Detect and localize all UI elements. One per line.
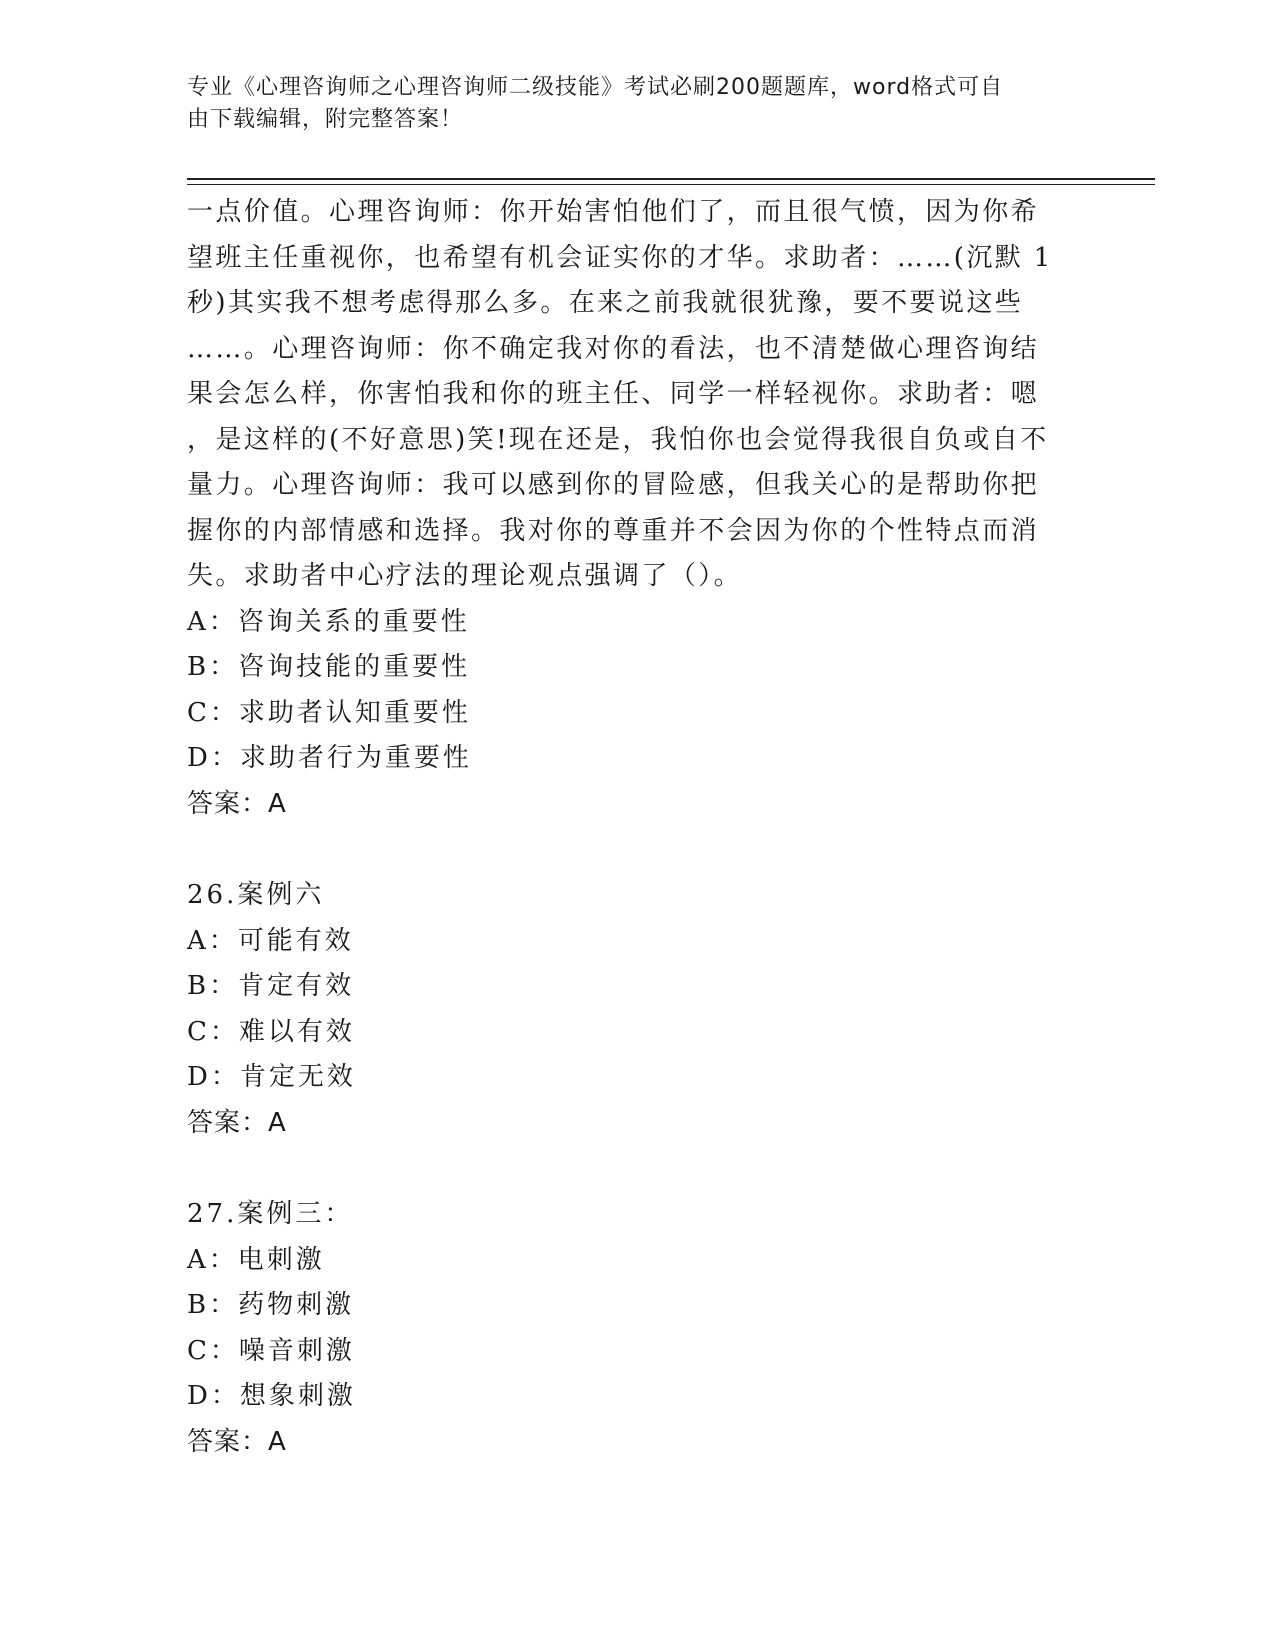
- answer-line: 答案：A: [187, 1107, 287, 1138]
- option-d: D：肯定无效: [187, 1062, 356, 1092]
- question-gap: [187, 1146, 1087, 1192]
- question-gap: [187, 827, 1087, 873]
- question-text-line: 秒)其实我不想考虑得那么多。在来之前我就很犹豫，要不要说这些: [187, 288, 1024, 318]
- answer-line: 答案：A: [187, 788, 287, 819]
- header-divider-thin: [187, 184, 1155, 185]
- option-d: D：想象刺激: [187, 1381, 356, 1411]
- option-c: C：难以有效: [187, 1016, 355, 1047]
- question-text-line: ……。心理咨询师：你不确定我对你的看法，也不清楚做心理咨询结: [187, 333, 1040, 364]
- question-text-line: 量力。心理咨询师：我可以感到你的冒险感，但我关心的是帮助你把: [187, 470, 1040, 500]
- question-26-block: [187, 873, 1087, 1146]
- question-title: 26.案例六: [187, 880, 325, 910]
- option-c: C：求助者认知重要性: [187, 697, 471, 728]
- question-text-line: 失。求助者中心疗法的理论观点强调了（）。: [187, 561, 743, 591]
- option-b: B：咨询技能的重要性: [187, 652, 471, 682]
- question-text-line: ，是这样的(不好意思)笑!现在还是，我怕你也会觉得我很自负或自不: [187, 424, 1049, 455]
- question-text-line: 望班主任重视你，也希望有机会证实你的才华。求助者：……(沉默 1: [187, 242, 1053, 273]
- document-header: [187, 72, 1067, 136]
- question-27-block: [187, 1192, 1087, 1465]
- option-a: A：电刺激: [187, 1244, 325, 1275]
- option-c: C：噪音刺激: [187, 1335, 355, 1366]
- question-text-line: 果会怎么样，你害怕我和你的班主任、同学一样轻视你。求助者：嗯: [187, 379, 1040, 409]
- question-title: 27.案例三：: [187, 1199, 354, 1229]
- question-text-line: 一点价值。心理咨询师：你开始害怕他们了，而且很气愤，因为你希: [187, 197, 1040, 227]
- document-body: [187, 190, 1087, 1465]
- header-line-1: 专业《心理咨询师之心理咨询师二级技能》考试必刷200题题库，word格式可自: [187, 75, 1004, 100]
- header-line-2: 由下载编辑，附完整答案！: [187, 107, 464, 132]
- header-divider-thick: [187, 178, 1155, 180]
- option-b: B：肯定有效: [187, 971, 355, 1001]
- answer-line: 答案：A: [187, 1426, 287, 1457]
- option-d: D：求助者行为重要性: [187, 743, 472, 773]
- question-text-line: 握你的内部情感和选择。我对你的尊重并不会因为你的个性特点而消: [187, 515, 1040, 546]
- option-a: A：可能有效: [187, 925, 354, 956]
- question-25-block: [187, 190, 1087, 827]
- option-b: B：药物刺激: [187, 1290, 355, 1320]
- option-a: A：咨询关系的重要性: [187, 606, 470, 637]
